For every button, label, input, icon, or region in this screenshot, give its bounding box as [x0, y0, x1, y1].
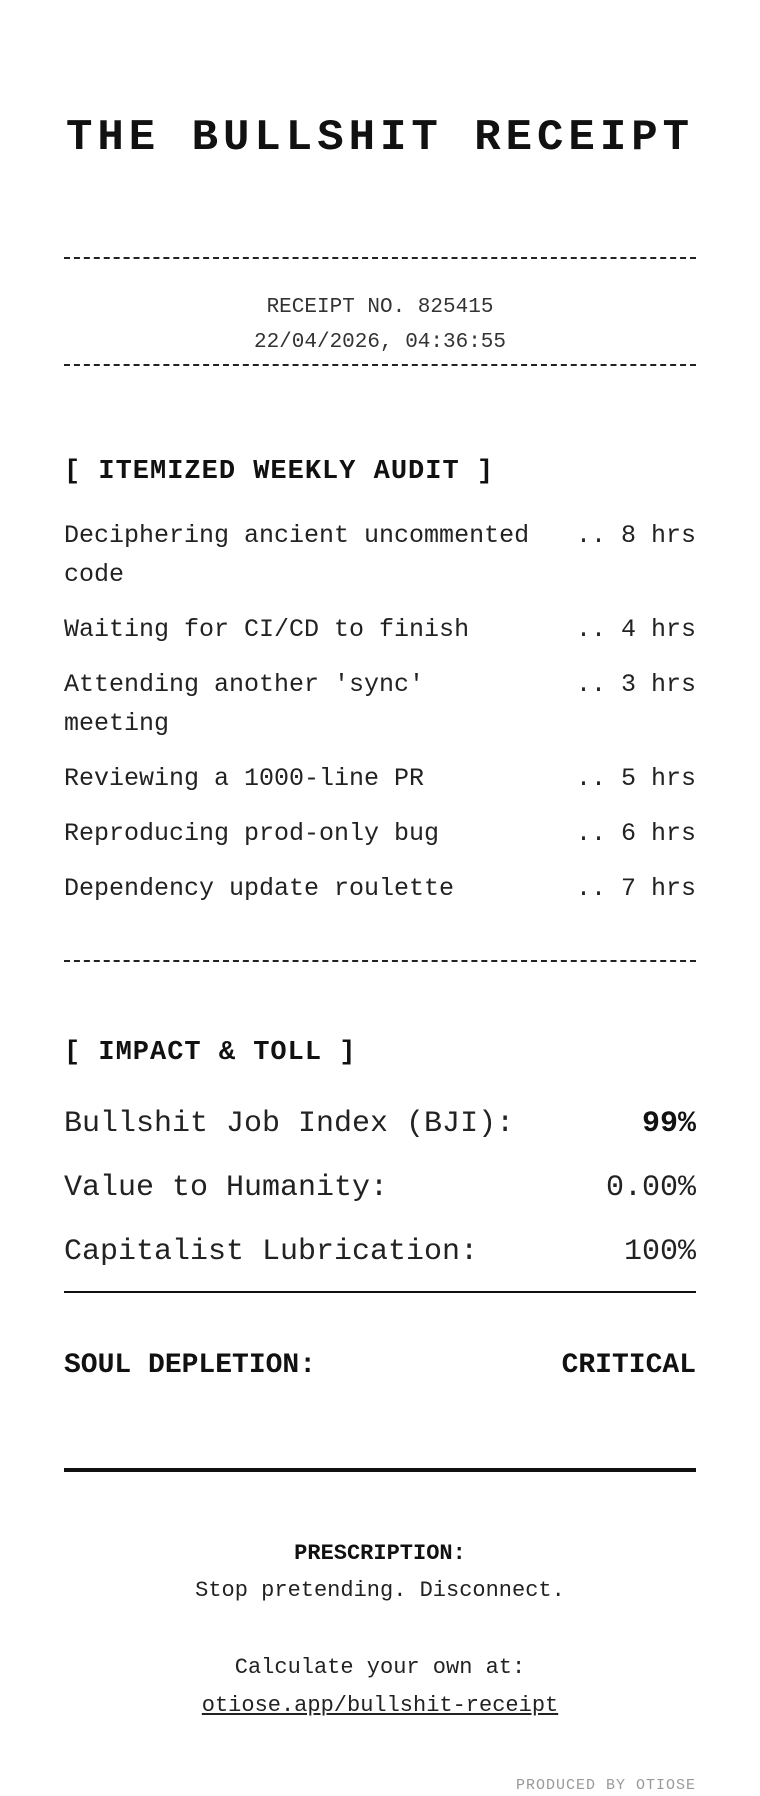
item-label: Deciphering ancient uncommented code [64, 521, 530, 589]
list-item [64, 869, 696, 908]
impact-heading: [ IMPACT & TOLL ] [64, 1038, 357, 1068]
impact-row-value [64, 1168, 696, 1208]
prescription-heading: PRESCRIPTION: [294, 1541, 466, 1566]
list-item [64, 516, 696, 594]
impact-label: Bullshit Job Index (BJI): [64, 1107, 515, 1141]
audit-heading: [ ITEMIZED WEEKLY AUDIT ] [64, 457, 495, 487]
divider-solid-thick [64, 1468, 696, 1472]
receipt-number: RECEIPT NO. 825415 [266, 296, 494, 319]
impact-value: 100% [623, 1235, 696, 1269]
item-hours: .. 4 hrs [575, 615, 696, 644]
list-item [64, 759, 696, 798]
item-hours: .. 6 hrs [575, 819, 696, 848]
footer-credit: PRODUCED BY OTIOSE [515, 1777, 696, 1794]
list-item [64, 814, 696, 853]
divider-dashed-meta [64, 364, 696, 366]
item-label: Attending another 'sync' meeting [64, 670, 425, 738]
impact-label: Capitalist Lubrication: [64, 1235, 479, 1269]
item-label: Dependency update roulette [64, 874, 455, 903]
cta-link[interactable]: otiose.app/bullshit-receipt [201, 1693, 559, 1718]
list-item [64, 665, 696, 743]
prescription-text: Stop pretending. Disconnect. [195, 1578, 565, 1603]
divider-solid [64, 1291, 696, 1293]
cta-link-wrap [64, 1690, 696, 1722]
soul-label: SOUL DEPLETION: [64, 1350, 317, 1381]
item-label: Reproducing prod-only bug [64, 819, 440, 848]
soul-depletion-row [64, 1346, 696, 1386]
impact-row-lubrication [64, 1232, 696, 1272]
audit-items [64, 516, 696, 924]
impact-label: Value to Humanity: [64, 1171, 389, 1205]
item-hours: .. 5 hrs [575, 764, 696, 793]
item-label: Waiting for CI/CD to finish [64, 615, 470, 644]
impact-value: 0.00% [605, 1171, 696, 1205]
item-hours: .. 7 hrs [575, 874, 696, 903]
receipt-title: THE BULLSHIT RECEIPT [65, 113, 695, 163]
item-label: Reviewing a 1000-line PR [64, 764, 425, 793]
impact-value: 99% [641, 1107, 696, 1141]
soul-value: CRITICAL [561, 1350, 696, 1381]
list-item [64, 610, 696, 649]
cta-text: Calculate your own at: [234, 1655, 526, 1680]
impact-row-bji [64, 1104, 696, 1144]
divider-dashed-top [64, 257, 696, 259]
item-hours: .. 8 hrs [575, 521, 696, 550]
receipt-timestamp: 22/04/2026, 04:36:55 [253, 331, 507, 354]
divider-dashed-audit [64, 960, 696, 962]
item-hours: .. 3 hrs [575, 670, 696, 699]
